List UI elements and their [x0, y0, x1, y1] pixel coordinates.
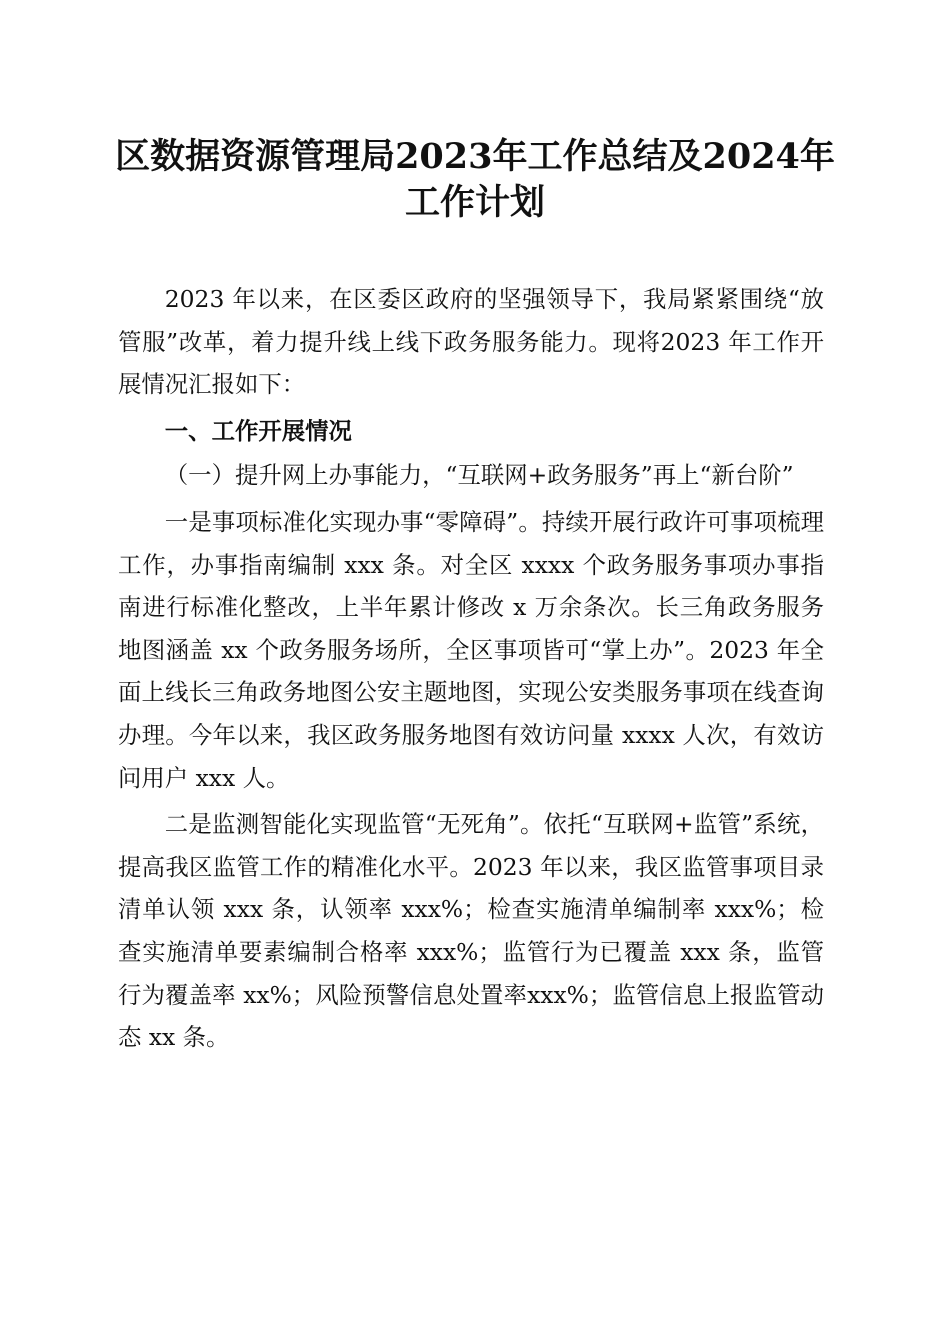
document-body: [118, 278, 824, 1063]
document-title: 区数据资源管理局2023年工作总结及2024年工作计划: [115, 136, 835, 223]
section-heading: 一、工作开展情况: [164, 416, 352, 445]
body-paragraph: 二是监测智能化实现监管“无死角”。依托“互联网+监管”系统，提高我区监管工作的精准化水平。2023 年以来，我区监管事项目录清单认领 xxx 条，认领率 xxx%；检查实施清单编制率 xxx%；检查实施清单要素编制合格率 xxx%；监管行为已覆盖 xxx 条，监管行为覆盖率 xx%；风险预警信息处置率xxx%；监管信息上报监管动态 xx 条。: [118, 810, 824, 1052]
subsection-heading: （一）提升网上办事能力，“互联网+政务服务”再上“新台阶”: [164, 461, 794, 490]
intro-paragraph: 2023 年以来，在区委区政府的坚强领导下，我局紧紧围绕“放管服”改革，着力提升线上线下政务服务能力。现将2023 年工作开展情况汇报如下：: [118, 285, 824, 399]
body-paragraph: 一是事项标准化实现办事“零障碍”。持续开展行政许可事项梳理工作，办事指南编制 xxx 条。对全区 xxxx 个政务服务事项办事指南进行标准化整改，上半年累计修改 x 万余条次。长三角政务服务地图涵盖 xx 个政务服务场所，全区事项皆可“掌上办”。2023 年全面上线长三角政务地图公安主题地图，实现公安类服务事项在线查询办理。今年以来，我区政务服务地图有效访问量 xxxx 人次，有效访问用户 xxx 人。: [118, 507, 824, 792]
